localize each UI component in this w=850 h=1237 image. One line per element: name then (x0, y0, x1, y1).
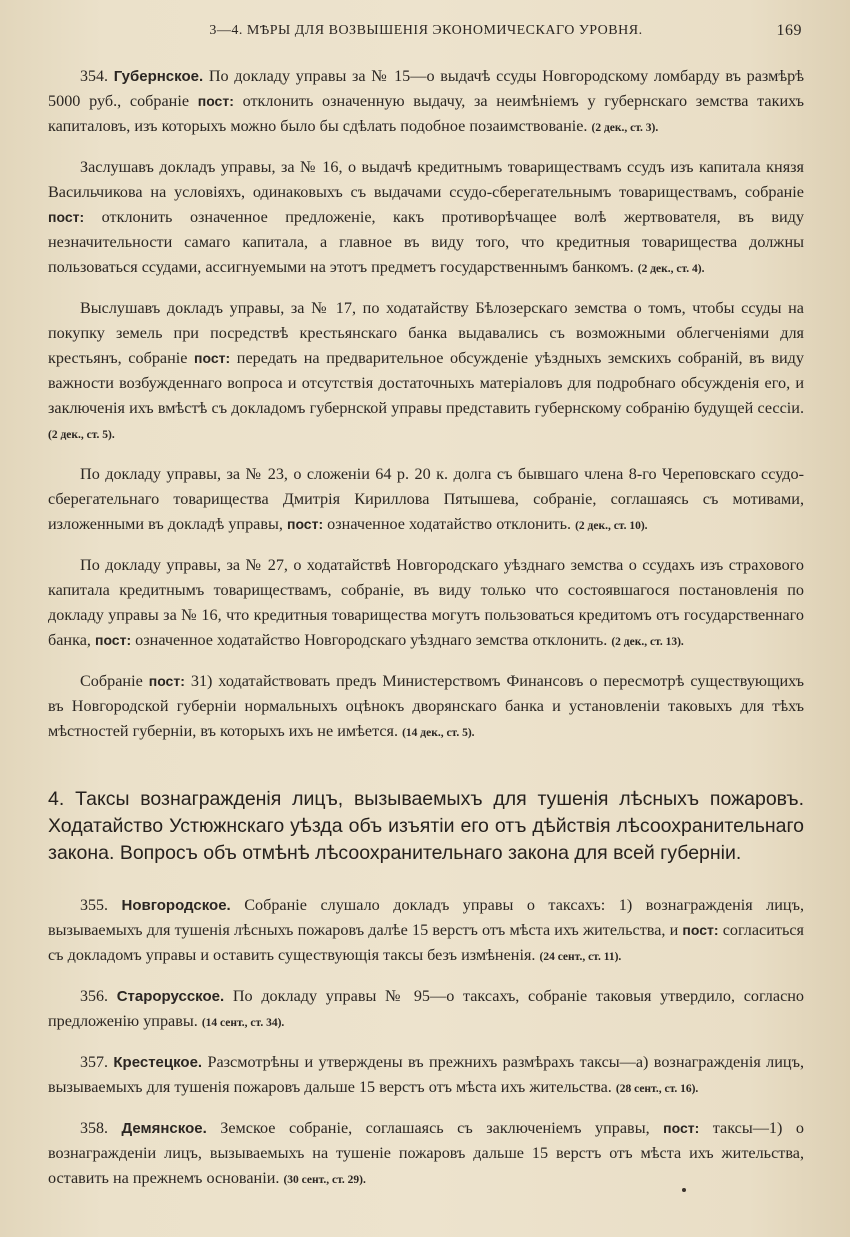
section-heading: 4. Таксы вознагражденія лицъ, вызываемыхъ для тушенія лѣсныхъ пожаровъ. Ходатайство Устюжнскаго уѣзда объ изъятіи его отъ дѣйствія лѣсоохранительнаго закона. Вопросъ объ отмѣнѣ лѣсоохранительнаго закона для всей губерніи. (48, 788, 804, 864)
paragraph (48, 155, 804, 282)
district-name: Крестецкое. (113, 1054, 203, 1071)
date-reference: (2 дек., ст. 5). (48, 429, 115, 441)
district-name: Губернское. (113, 68, 204, 85)
paragraph (48, 669, 804, 746)
paragraph-text: 31) ходатайствовать предъ Министерствомъ Финансовъ о пересмотрѣ существующихъ въ Новгородской губерніи нормальныхъ оцѣнокъ дворянскаго банка и установленіи таковыхъ для тѣхъ мѣстностей губерніи, въ которыхъ ихъ не имѣется. (48, 672, 804, 740)
paragraph-text: согласиться съ докладомъ управы и оставить существующія таксы безъ измѣненія. (48, 921, 804, 964)
paragraph-text: передать на предварительное обсужденіе уѣздныхъ земскихъ собраній, въ виду важности возбужденнаго вопроса и отсутствія достаточныхъ матеріаловъ для подробнаго обсужденія его, и заключенія ихъ вмѣстѣ съ докладомъ губернской управы представить губернскому собранію будущей сессіи. (48, 349, 804, 417)
paragraph-text: По докладу управы, за № 23, о сложеніи 64 р. 20 к. долга съ бывшаго члена 8-го Череповскаго ссудо-сберегательнаго товарищества Дмитрія Кириллова Пятышева, собраніе, соглашаясь съ мотивами, изложенными въ докладѣ управы, (48, 465, 804, 533)
resolution-keyword: пост: (682, 922, 719, 938)
date-reference: (28 сент., ст. 16). (615, 1083, 699, 1095)
paragraph-text: означенное ходатайство Новгородскаго уѣзднаго земства отклонить. (131, 631, 612, 649)
paragraph-text: отклонить означенное предложеніе, какъ противорѣчащее волѣ жертвователя, въ виду незначительности самаго капитала, а главное въ виду того, что кредитныя товарищества должны пользоваться ссудами, ассигнуемыми на этотъ предметъ государственнымъ банкомъ. (48, 208, 804, 276)
paragraph (48, 893, 804, 970)
paragraph (48, 296, 804, 448)
paragraph (48, 1116, 804, 1193)
paragraphs-bottom (48, 893, 804, 1193)
paragraph-text: Земское собраніе, соглашаясь съ заключеніемъ управы, (206, 1119, 664, 1137)
date-reference: (2 дек., ст. 10). (575, 520, 648, 532)
paragraph-text: Разсмотрѣны и утверждены въ прежнихъ размѣрахъ таксы—а) вознагражденія лицъ, вызываемыхъ для тушенія пожаровъ дальше 15 верстъ отъ мѣста ихъ жительства. (48, 1053, 804, 1096)
resolution-keyword: пост: (197, 93, 234, 109)
paragraph-text: Собраніе (80, 672, 149, 690)
entry-number: 357. (80, 1054, 108, 1071)
date-reference: (24 сент., ст. 11). (539, 951, 622, 963)
paragraph-text: таксы—1) о вознагражденіи лицъ, вызываемыхъ на тушеніе пожаровъ дальше 15 верстъ отъ мѣста ихъ жительства, оставить на прежнемъ основаніи. (48, 1119, 805, 1187)
resolution-keyword: пост: (94, 632, 132, 648)
ink-speck (682, 1188, 686, 1192)
page-content (48, 64, 804, 1193)
paragraph (48, 1050, 804, 1102)
paragraph (48, 462, 804, 539)
district-name: Старорусское. (116, 988, 225, 1005)
paragraph-text: отклонить означенную выдачу, за неимѣніемъ у губернскаго земства такихъ капиталовъ, изъ которыхъ можно было бы сдѣлать подобное позаимствованіе. (48, 92, 804, 135)
resolution-keyword: пост: (194, 350, 231, 366)
district-name: Новгородское. (121, 897, 231, 914)
entry-number: 354. (80, 68, 108, 85)
paragraph (48, 553, 804, 655)
resolution-keyword: пост: (148, 673, 185, 689)
running-title: 3—4. МѢРЫ ДЛЯ ВОЗВЫШЕНІЯ ЭКОНОМИЧЕСКАГО УРОВНЯ. (209, 23, 643, 38)
date-reference: (2 дек., ст. 3). (591, 122, 659, 134)
district-name: Демянское. (121, 1120, 207, 1137)
page-header (48, 16, 804, 46)
entry-number: 356. (80, 988, 108, 1005)
paragraph (48, 984, 804, 1036)
entry-number: 355. (80, 897, 108, 914)
paragraph-text: Собраніе слушало докладъ управы о таксахъ: 1) вознагражденія лицъ, вызываемыхъ для тушенія лѣсныхъ пожаровъ далѣе 15 верстъ отъ мѣста ихъ жительства, и (48, 896, 805, 939)
entry-number: 358. (80, 1120, 108, 1137)
paragraph-text: По докладу управы № 95—о таксахъ, собраніе таковыя утвердило, согласно предложенію управы. (48, 987, 805, 1030)
paragraph-text: По докладу управы, за № 27, о ходатайствѣ Новгородскаго уѣзднаго земства о ссудахъ изъ страхового капитала кредитнымъ товариществамъ, собраніе, въ виду только что состоявшагося постановленія по докладу управы за № 16, что кредитныя товарищества могутъ пользоваться кредитомъ отъ государственнаго банка, (48, 556, 804, 649)
paragraph-text: означенное ходатайство отклонить. (323, 515, 576, 533)
date-reference: (14 дек., ст. 5). (402, 727, 475, 739)
page-number: 169 (776, 22, 802, 39)
resolution-keyword: пост: (48, 209, 85, 225)
date-reference: (30 сент., ст. 29). (283, 1174, 366, 1186)
paragraph-text: По докладу управы за № 15—о выдачѣ ссуды Новгородскому ломбарду въ размѣрѣ 5000 руб., собраніе (48, 67, 805, 110)
resolution-keyword: пост: (286, 516, 324, 532)
resolution-keyword: пост: (663, 1120, 700, 1136)
date-reference: (2 дек., ст. 13). (611, 636, 684, 648)
date-reference: (14 сент., ст. 34). (201, 1017, 285, 1029)
paragraphs-top (48, 64, 804, 746)
date-reference: (2 дек., ст. 4). (637, 263, 705, 275)
paragraph-text: Заслушавъ докладъ управы, за № 16, о выдачѣ кредитнымъ товариществамъ ссудъ изъ капитала князя Васильчикова на условіяхъ, одинаковыхъ съ выдачами ссудо-сберегательнымъ товариществамъ, собраніе (48, 158, 804, 201)
paragraph (48, 64, 804, 141)
paragraph-text: Выслушавъ докладъ управы, за № 17, по ходатайству Бѣлозерскаго земства о томъ, чтобы ссуды на покупку земель при посредствѣ крестьянскаго банка выдавались съ возможными облегченіями для крестьянъ, собраніе (48, 299, 804, 367)
